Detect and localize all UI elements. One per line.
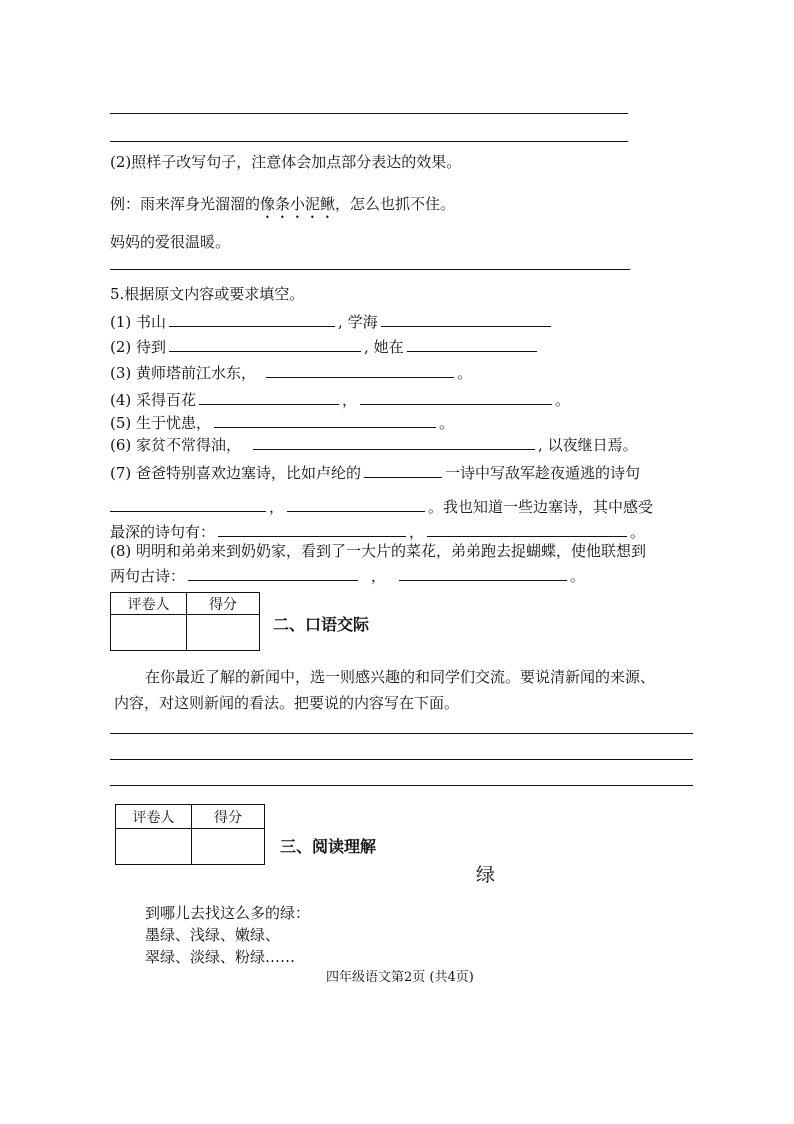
section2-para-line2: 内容，对这则新闻的看法。把要说的内容写在下面。 — [114, 694, 460, 712]
grader-cell[interactable] — [116, 829, 192, 865]
grader-label: 评卷人 — [116, 805, 192, 829]
answer-line[interactable] — [110, 113, 628, 114]
q5-item-7-line3: 最深的诗句有： ， 。 — [110, 520, 645, 542]
score-cell[interactable] — [187, 615, 260, 651]
example-suffix: ，怎么也抓不住。 — [335, 195, 456, 213]
answer-line[interactable] — [110, 733, 693, 734]
score-label: 得分 — [187, 593, 260, 615]
answer-line[interactable] — [110, 269, 630, 270]
poem-line: 到哪儿去找这么多的绿： — [145, 904, 311, 922]
example-emphasis: 像条小泥鳅 — [260, 195, 336, 213]
fill-blank[interactable] — [360, 388, 552, 405]
fill-blank[interactable] — [427, 520, 627, 537]
q5-item-4: (4) 采得百花 ， 。 — [110, 388, 570, 410]
score-label: 得分 — [192, 805, 265, 829]
fill-blank[interactable] — [381, 310, 551, 327]
fill-blank[interactable] — [364, 461, 442, 478]
fill-blank[interactable] — [214, 411, 436, 428]
score-table — [115, 804, 265, 865]
fill-blank[interactable] — [399, 564, 567, 581]
fill-blank[interactable] — [266, 361, 454, 378]
fill-blank[interactable] — [287, 495, 425, 512]
q5-item-1: (1) 书山 , 学海 — [110, 310, 554, 332]
q4-prompt: 妈妈的爱很温暖。 — [110, 233, 231, 251]
q5-item-6: (6) 家贫不常得油， , 以夜继日焉。 — [110, 433, 638, 455]
grader-label: 评卷人 — [111, 593, 187, 615]
q4-sub2-title: (2)照样子改写句子，注意体会加点部分表达的效果。 — [110, 153, 462, 171]
section3-title: 三、阅读理解 — [280, 837, 377, 856]
score-cell[interactable] — [192, 829, 265, 865]
poem-line: 翠绿、淡绿、粉绿…… — [145, 948, 296, 966]
answer-line[interactable] — [110, 141, 628, 142]
q5-item-2: (2) 待到 , 她在 — [110, 335, 540, 357]
grader-cell[interactable] — [111, 615, 187, 651]
section2-para-line1: 在你最近了解的新闻中，选一则感兴趣的和同学们交流。要说清新闻的来源、 — [145, 668, 656, 686]
q5-item-7-line2: ， 。我也知道一些边塞诗，其中感受 — [110, 495, 653, 517]
example-prefix: 例：雨来浑身光溜溜的 — [110, 195, 261, 213]
fill-blank[interactable] — [218, 520, 406, 537]
q5-item-8: (8) 明明和弟弟来到奶奶家，看到了一大片的菜花，弟弟跑去捉蝴蝶，使他联想到 — [110, 542, 647, 560]
answer-line[interactable] — [110, 759, 693, 760]
fill-blank[interactable] — [110, 495, 266, 512]
answer-line[interactable] — [110, 785, 693, 786]
fill-blank[interactable] — [188, 564, 358, 581]
fill-blank[interactable] — [407, 335, 537, 352]
q5-item-3: (3) 黄师塔前江水东， 。 — [110, 361, 472, 383]
poem-line: 墨绿、浅绿、嫩绿、 — [145, 926, 281, 944]
page-footer: 四年级语文第2页 (共4页) — [326, 970, 474, 985]
fill-blank[interactable] — [199, 388, 339, 405]
poem-title: 绿 — [476, 864, 496, 886]
fill-blank[interactable] — [169, 310, 335, 327]
q5-title: 5.根据原文内容或要求填空。 — [110, 285, 305, 303]
fill-blank[interactable] — [169, 335, 361, 352]
score-table — [110, 592, 260, 651]
fill-blank[interactable] — [253, 433, 535, 450]
q5-item-7: (7) 爸爸特别喜欢边塞诗，比如卢纶的 一诗中写敌军趁夜遁逃的诗句 — [110, 461, 640, 483]
section2-title: 二、口语交际 — [273, 615, 370, 634]
q5-item-8-line2: 两句古诗： ， 。 — [110, 564, 585, 586]
q5-item-5: (5) 生于忧患， 。 — [110, 411, 454, 433]
q4-example — [110, 193, 455, 222]
